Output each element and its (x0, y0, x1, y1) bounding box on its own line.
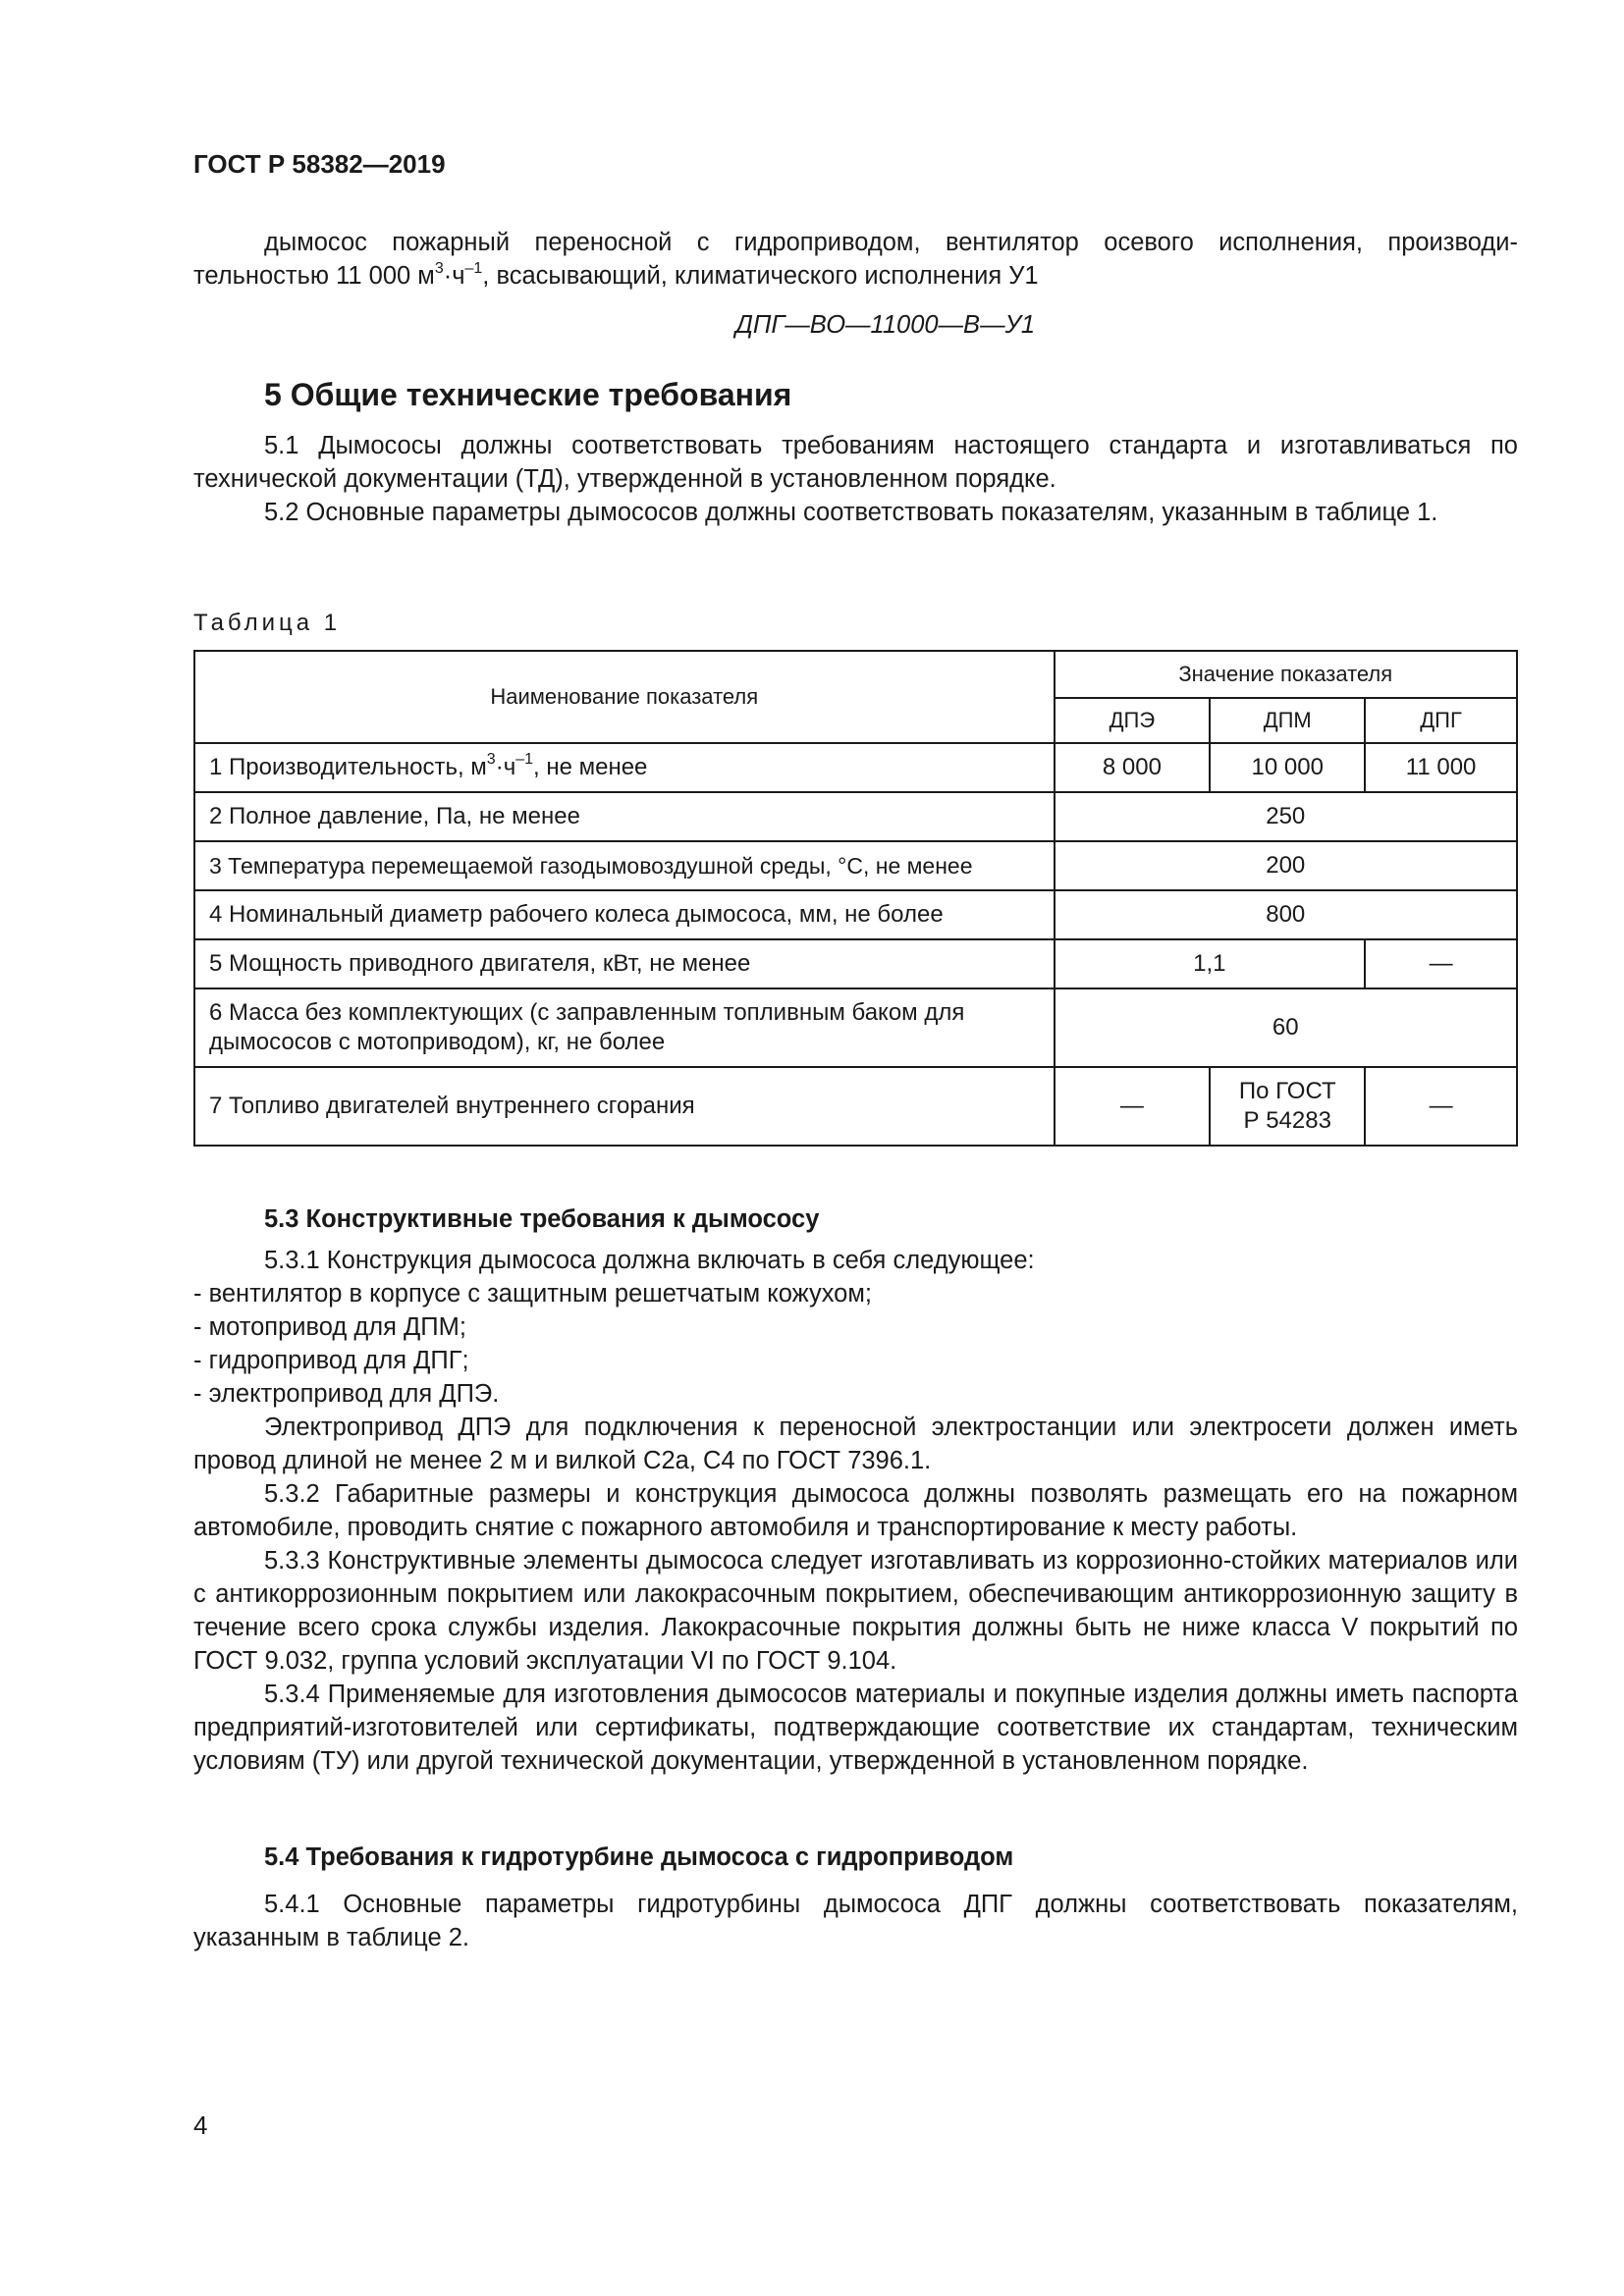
superscript: 3 (486, 751, 496, 768)
section-5-3 (193, 1202, 1518, 1778)
page-number: 4 (193, 2110, 208, 2140)
col-header-value: Значение показателя (1055, 651, 1517, 698)
row-label-text: ·ч (495, 754, 516, 780)
cell-value: 11 000 (1365, 743, 1517, 792)
list-item: - вентилятор в корпусе с защитным решетчатым кожухом; (193, 1280, 872, 1308)
cell-value: 10 000 (1210, 743, 1365, 792)
cell-value: — (1365, 1067, 1517, 1146)
table-row (194, 890, 1517, 939)
list-item: - мотопривод для ДПМ; (193, 1313, 466, 1341)
row-label: 5 Мощность приводного двигателя, кВт, не менее (194, 939, 1055, 988)
superscript: –1 (515, 751, 533, 768)
section-5-3-title: 5.3 Конструктивные требования к дымососу (264, 1205, 820, 1233)
paragraph-5-3-1: 5.3.1 Конструкция дымососа должна включать в себя следующее: (264, 1247, 1035, 1274)
cell-value: По ГОСТ Р 54283 (1210, 1067, 1365, 1146)
paragraph-5-4-1: 5.4.1 Основные параметры гидротурбины дымососа ДПГ должны соответствовать показателям, указанным в таблице 2. (193, 1891, 1518, 1951)
cell-value: 800 (1055, 890, 1517, 939)
table-1 (193, 650, 1518, 1147)
intro-text: тельностью 11 000 м (193, 262, 435, 290)
col-header-dpg: ДПГ (1365, 698, 1517, 743)
cell-value: 1,1 (1055, 939, 1366, 988)
row-label-text: , не менее (533, 754, 648, 780)
designation-example: ДПГ—ВО—11000—В—У1 (734, 311, 1036, 339)
section-5-4-title: 5.4 Требования к гидротурбине дымососа с гидроприводом (264, 1843, 1014, 1871)
row-label: 3 Температура перемещаемой газодымовоздушной среды, °С, не менее (194, 841, 1055, 890)
list-item: - гидропривод для ДПГ; (193, 1347, 469, 1374)
intro-block (193, 226, 1518, 342)
cell-value: 250 (1055, 792, 1517, 841)
table-row (194, 743, 1517, 792)
row-label: 7 Топливо двигателей внутреннего сгорания (194, 1067, 1055, 1146)
row-label: 6 Масса без комплектующих (с заправленным топливным баком для дымососов с мотоприводом), кг, не более (194, 988, 1055, 1067)
cell-value: — (1055, 1067, 1211, 1146)
section-5-title: 5 Общие технические требования (264, 377, 792, 412)
paragraph-5-2: 5.2 Основные параметры дымососов должны соответствовать показателям, указанным в таблице 1. (264, 499, 1438, 526)
paragraph-5-3-2: 5.3.2 Габаритные размеры и конструкция дымососа должны позволять размещать его на пожарном автомобиле, проводить снятие с пожарного автомобиля и транспортирование к месту работы. (193, 1480, 1518, 1541)
table-1-block (193, 607, 1518, 1147)
col-header-dpm: ДПМ (1210, 698, 1365, 743)
intro-text: , всасывающий, климатического исполнения У1 (482, 262, 1039, 290)
list-item: - электропривод для ДПЭ. (193, 1380, 500, 1408)
cell-value: — (1365, 939, 1517, 988)
intro-line-2 (193, 259, 1518, 293)
superscript: 3 (434, 259, 444, 277)
section-5-4 (193, 1841, 1518, 1954)
table-header-row (194, 651, 1517, 698)
row-label: 4 Номинальный диаметр рабочего колеса дымососа, мм, не более (194, 890, 1055, 939)
row-label: 2 Полное давление, Па, не менее (194, 792, 1055, 841)
paragraph-5-3-4: 5.3.4 Применяемые для изготовления дымососов материалы и покупные изделия должны иметь паспорта предприятий-изготовителей или сертификаты, подтверждающие соответствие их стандартам, техническим условиям (ТУ) или другой технической документации, утвержденной в установленном порядке. (193, 1681, 1518, 1775)
col-header-name: Наименование показателя (194, 651, 1055, 743)
row-label-text: 1 Производительность, м (209, 754, 487, 780)
doc-header-code: ГОСТ Р 58382—2019 (193, 149, 446, 179)
paragraph-5-3-1b: Электропривод ДПЭ для подключения к переносной электростанции или электросети должен иметь провод длиной не менее 2 м и вилкой С2а, С4 по ГОСТ 7396.1. (193, 1414, 1518, 1474)
table-row (194, 1067, 1517, 1146)
paragraph-5-1: 5.1 Дымососы должны соответствовать требованиям настоящего стандарта и изготавливаться по технической документации (ТД), утвержденной в установленном порядке. (193, 432, 1518, 493)
cell-value: 60 (1055, 988, 1517, 1067)
cell-value: 8 000 (1055, 743, 1211, 792)
table-row (194, 939, 1517, 988)
row-label (194, 743, 1055, 792)
table-caption: Таблица 1 (193, 610, 342, 636)
intro-text: ·ч (443, 262, 465, 290)
section-5 (193, 378, 1518, 529)
paragraph-5-3-3: 5.3.3 Конструктивные элементы дымососа следует изготавливать из коррозионно-стойких материалов или с антикоррозионным покрытием или лакокрасочным покрытием, обеспечивающим антикоррозионную защиту в течение всего срока службы изделия. Лакокрасочные покрытия должны быть не ниже класса V покрытий по ГОСТ 9.032, группа условий эксплуатации VI по ГОСТ 9.104. (193, 1547, 1518, 1675)
intro-line-1: дымосос пожарный переносной с гидроприводом, вентилятор осевого исполнения, производи- (264, 229, 1518, 256)
table-row (194, 792, 1517, 841)
cell-value: 200 (1055, 841, 1517, 890)
superscript: –1 (464, 259, 483, 277)
table-row (194, 988, 1517, 1067)
table-row (194, 841, 1517, 890)
col-header-dpe: ДПЭ (1055, 698, 1211, 743)
